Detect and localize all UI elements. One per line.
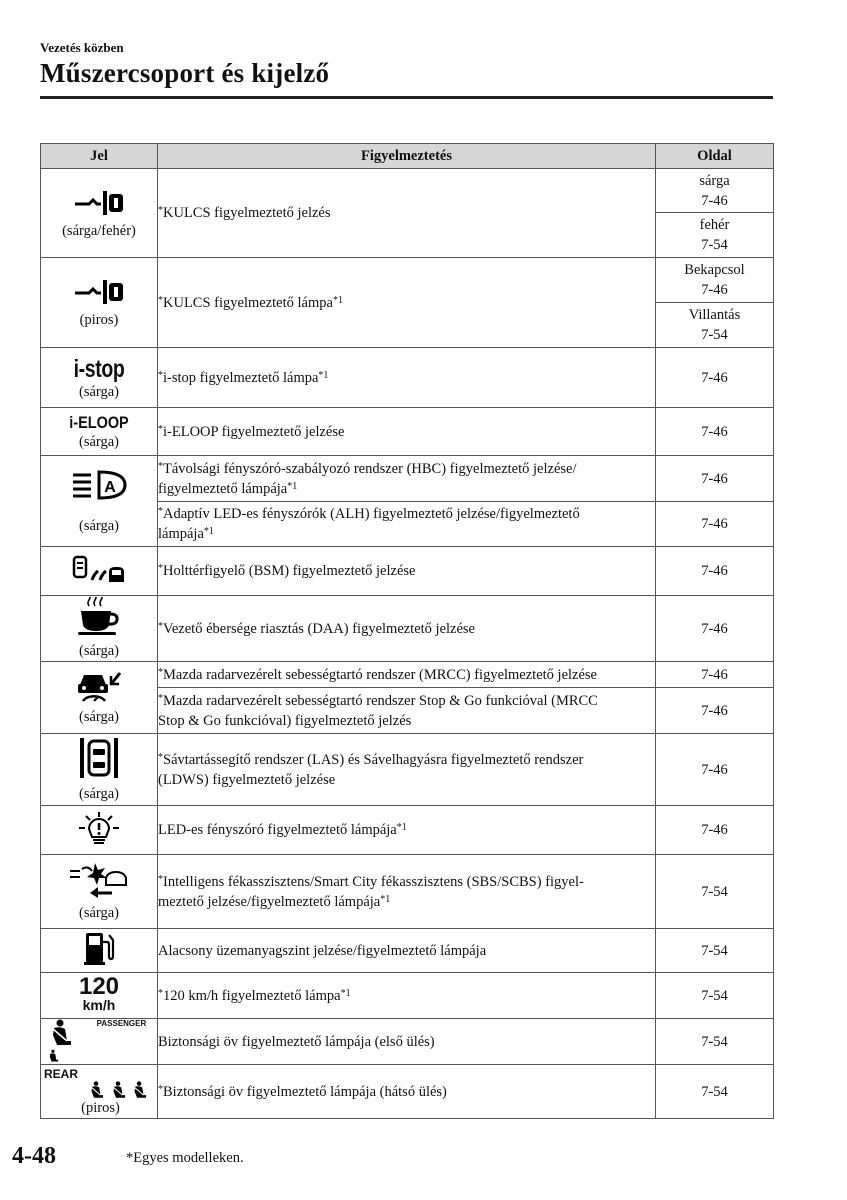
table-row [41, 456, 774, 502]
warning-text-line: KULCS figyelmeztető jelzés [163, 205, 331, 221]
warning-text-line: Biztonsági öv figyelmeztető lámpája (első ülés) [158, 1033, 435, 1050]
page-ref: 7-54 [701, 237, 728, 253]
warning-text [158, 547, 656, 596]
warning-text-line: (LDWS) figyelmeztető jelzése [158, 771, 336, 788]
warning-text-line: Mazda radarvezérelt sebességtartó rendszer (MRCC) figyelmeztető jelzése [163, 666, 597, 683]
col-header-page: Oldal [656, 144, 774, 169]
asterisk-mark: * [340, 987, 346, 999]
warning-text [158, 973, 656, 1019]
seatbelt-icon [47, 1019, 73, 1047]
page-cell [656, 169, 774, 213]
asterisk-mark: * [287, 480, 293, 492]
page-cell [656, 258, 774, 303]
key-warning-icon [71, 276, 127, 306]
rear-seatbelt-group [44, 1081, 157, 1099]
symbol-color: (sárga) [79, 433, 119, 450]
symbol-cell [41, 456, 158, 547]
table-row [41, 929, 774, 973]
page-cell: 7-46 [656, 547, 774, 596]
title-rule [40, 96, 773, 99]
asterisk-mark: * [158, 751, 163, 763]
warning-text [158, 502, 656, 547]
symbol-cell [41, 973, 158, 1019]
symbol-color: (sárga) [79, 383, 119, 400]
table-row [41, 408, 774, 456]
warning-text [158, 855, 656, 929]
warning-text-line: Biztonsági öv figyelmeztető lámpája (hátsó ülés) [163, 1083, 447, 1100]
warning-text-line: Sávtartássegítő rendszer (LAS) és Sávelhagyásra figyelmeztető rendszer [163, 751, 584, 768]
table-row [41, 547, 774, 596]
symbol-cell [41, 855, 158, 929]
warning-text [158, 688, 656, 734]
warning-table [40, 143, 774, 1119]
footnote: *Egyes modelleken. [126, 1150, 244, 1166]
asterisk-mark: * [158, 987, 163, 999]
table-row [41, 1065, 774, 1119]
asterisk-mark: * [158, 506, 163, 517]
speed-120-icon [78, 973, 120, 1013]
col-header-symbol: Jel [41, 144, 158, 169]
warning-text [158, 1065, 656, 1119]
table-row [41, 348, 774, 408]
headlight-auto-icon [69, 468, 129, 502]
page-cell [656, 213, 774, 258]
warning-text-line: Adaptív LED-es fényszórók (ALH) figyelmeztető jelzése/figyelmeztető [163, 506, 580, 522]
symbol-cell [41, 547, 158, 596]
warning-text-line: i-ELOOP figyelmeztető jelzése [163, 423, 345, 440]
page-cell: 7-54 [656, 1065, 774, 1119]
symbol-color: (sárga) [79, 517, 119, 534]
asterisk-mark: * [158, 666, 163, 678]
footnote-mark: 1 [385, 893, 391, 905]
table-row [41, 1019, 774, 1065]
page-ref: 7-46 [701, 282, 728, 298]
page-cell: 7-54 [656, 1019, 774, 1065]
table-row [41, 258, 774, 303]
asterisk-mark: * [158, 620, 163, 632]
warning-text-line: Vezető ébersége riasztás (DAA) figyelmeztető jelzése [163, 620, 475, 637]
asterisk-mark: * [203, 526, 209, 537]
asterisk-mark: * [158, 460, 163, 472]
seatbelt-icon [87, 1081, 105, 1099]
speed-120-unit: km/h [82, 997, 116, 1013]
page-cell [656, 303, 774, 348]
table-row [41, 855, 774, 929]
page-cell: 7-46 [656, 348, 774, 408]
table-row [41, 596, 774, 662]
asterisk-mark: * [158, 873, 163, 885]
asterisk-mark: * [318, 369, 324, 381]
symbol-color: (sárga/fehér) [62, 222, 136, 239]
warning-text-line: i-stop figyelmeztető lámpa [163, 369, 319, 386]
symbol-color: (sárga) [79, 786, 119, 802]
symbol-cell [41, 169, 158, 258]
page-sublabel: Villantás [688, 307, 741, 323]
warning-text [158, 1019, 656, 1065]
asterisk-mark: * [380, 893, 386, 905]
coffee-cup-icon [76, 597, 122, 637]
warning-text [158, 408, 656, 456]
warning-text-line: LED-es fényszóró figyelmeztető lámpája [158, 822, 397, 838]
seatbelt-icon [130, 1081, 148, 1099]
asterisk-mark: * [158, 294, 163, 306]
table-row [41, 169, 774, 213]
footnote-mark: 1 [292, 480, 298, 492]
asterisk-mark: * [332, 294, 338, 306]
passenger-label: PASSENGER [96, 1019, 147, 1028]
footnote-mark: 1 [401, 822, 407, 833]
page-sublabel: fehér [699, 217, 730, 233]
asterisk-mark: * [158, 205, 163, 216]
symbol-cell [41, 408, 158, 456]
symbol-cell [41, 1019, 158, 1065]
page-ref: 7-46 [701, 192, 728, 209]
blind-spot-icon [70, 554, 128, 584]
page-cell: 7-46 [656, 662, 774, 688]
warning-text-line: Holttérfigyelő (BSM) figyelmeztető jelzése [163, 563, 416, 579]
symbol-color: (piros) [79, 312, 119, 328]
page-ref: 7-54 [701, 327, 728, 343]
asterisk-mark: * [158, 563, 163, 574]
symbol-cell [41, 734, 158, 806]
seatbelt-icon [47, 1049, 59, 1063]
asterisk-mark: * [158, 423, 163, 435]
warning-text-line: Mazda radarvezérelt sebességtartó rendszer Stop & Go funkcióval (MRCC [163, 692, 598, 709]
col-header-warning: Figyelmeztetés [158, 144, 656, 169]
warning-text [158, 929, 656, 973]
page-title: Műszercsoport és kijelző [40, 58, 330, 88]
symbol-cell [41, 929, 158, 973]
warning-text-line: figyelmeztető lámpája [158, 480, 288, 497]
page-cell: 7-54 [656, 973, 774, 1019]
table-row [41, 734, 774, 806]
symbol-cell [41, 348, 158, 408]
symbol-color: (sárga) [79, 905, 119, 921]
warning-text [158, 348, 656, 408]
seatbelt-icon [109, 1081, 127, 1099]
footnote-mark: 1 [323, 369, 329, 381]
table-row [41, 662, 774, 688]
symbol-cell [41, 596, 158, 662]
page-cell: 7-46 [656, 456, 774, 502]
page-cell: 7-46 [656, 688, 774, 734]
warning-text [158, 596, 656, 662]
symbol-color: (piros) [81, 1100, 120, 1116]
warning-text [158, 806, 656, 855]
rear-label: REAR [44, 1067, 79, 1081]
footnote-mark: 1 [345, 987, 351, 999]
smart-brake-icon [68, 861, 130, 899]
i-eloop-icon: i-ELOOP [69, 412, 129, 432]
footnote-mark: 1 [337, 294, 343, 306]
lane-keep-icon [77, 736, 121, 780]
warning-text-line: Alacsony üzemanyagszint jelzése/figyelmeztető lámpája [158, 942, 487, 959]
led-headlight-warning-icon [77, 811, 121, 845]
table-header-row [41, 144, 774, 169]
page-cell: 7-46 [656, 502, 774, 547]
section-label: Vezetés közben [40, 40, 124, 55]
page-cell: 7-54 [656, 855, 774, 929]
page-cell: 7-46 [656, 734, 774, 806]
asterisk-mark: * [396, 822, 402, 833]
warning-text-line: Stop & Go funkcióval) figyelmeztető jelzés [158, 712, 412, 729]
page-sublabel: sárga [699, 172, 730, 189]
warning-text-line: meztető jelzése/figyelmeztető lámpája [158, 893, 381, 910]
svg-text:A: A [104, 478, 116, 496]
warning-text-line: lámpája [158, 526, 204, 542]
page-sublabel: Bekapcsol [684, 262, 745, 278]
symbol-cell [41, 1065, 158, 1119]
page-cell: 7-46 [656, 806, 774, 855]
asterisk-mark: * [158, 369, 163, 381]
warning-text-line: 120 km/h figyelmeztető lámpa [163, 987, 341, 1004]
speed-120-number: 120 [78, 973, 120, 1000]
page-number: 4-48 [12, 1143, 56, 1169]
asterisk-mark: * [158, 1083, 163, 1095]
symbol-cell [41, 662, 158, 734]
table-row [41, 806, 774, 855]
i-stop-icon: i-stop [73, 354, 125, 383]
fuel-pump-icon [83, 930, 115, 966]
key-warning-icon [71, 187, 127, 217]
warning-text [158, 258, 656, 348]
warning-text [158, 662, 656, 688]
table-row [41, 973, 774, 1019]
symbol-color: (sárga) [79, 643, 119, 659]
warning-text [158, 456, 656, 502]
footnote-mark: 1 [208, 526, 214, 537]
symbol-color: (sárga) [79, 709, 119, 725]
warning-text-line: KULCS figyelmeztető lámpa [163, 294, 333, 311]
symbol-cell [41, 806, 158, 855]
page-cell: 7-54 [656, 929, 774, 973]
symbol-cell [41, 258, 158, 348]
warning-text [158, 734, 656, 806]
warning-text [158, 169, 656, 258]
radar-cruise-icon [74, 669, 124, 703]
asterisk-mark: * [158, 692, 163, 704]
page-cell: 7-46 [656, 596, 774, 662]
page-cell: 7-46 [656, 408, 774, 456]
warning-text-line: Intelligens fékasszisztens/Smart City fékasszisztens (SBS/SCBS) figyel- [163, 873, 584, 890]
warning-text-line: Távolsági fényszóró-szabályozó rendszer (HBC) figyelmeztető jelzése/ [163, 460, 577, 477]
